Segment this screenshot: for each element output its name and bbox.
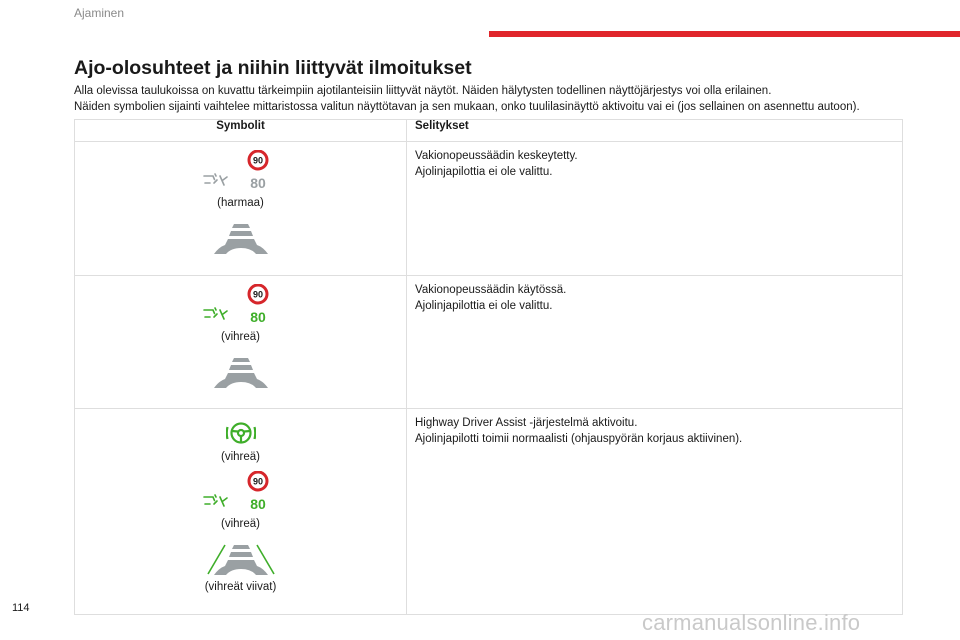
cruise-set-speed: 80 (249, 309, 266, 325)
watermark: carmanualsonline.info (642, 610, 861, 635)
symbol-cell (75, 409, 407, 615)
page-title: Ajo-olosuhteet ja niihin liittyvät ilmoitukset (74, 57, 472, 79)
column-header-symbols: Symbolit (75, 120, 407, 142)
intro-line: Alla olevissa taulukoissa on kuvattu tärkeimpiin ajotilanteisiin liittyvät näytöt. Näiden hälytysten todellinen näyttöjärjestys voi olla erilainen. (74, 85, 772, 97)
column-header-descriptions: Selitykset (407, 120, 903, 142)
road-segment (229, 231, 253, 236)
car-hood-shape (214, 239, 268, 254)
description-cell (407, 276, 903, 409)
symbol-cell (75, 276, 407, 409)
lane-road-icon (213, 357, 269, 389)
table-row (75, 409, 903, 615)
lane-road-icon (213, 223, 269, 255)
table-row (75, 142, 903, 276)
cruise-control-gauge-icon (204, 495, 227, 506)
cruise-control-gauge-icon (204, 308, 227, 319)
section-label: Ajaminen (74, 6, 125, 20)
road-segment (232, 224, 250, 228)
cruise-set-speed: 80 (249, 496, 266, 512)
icon-color-note: (vihreä) (221, 331, 260, 343)
icon-color-note: (vihreät viivat) (204, 581, 277, 593)
symbol-cell (75, 142, 407, 276)
description-line: Vakionopeussäädin keskeytetty. (415, 150, 578, 162)
speed-limit-cruise-icon (201, 150, 281, 192)
description-line: Highway Driver Assist -järjestelmä aktivoitu. (415, 417, 638, 429)
steering-wheel-icon (226, 421, 256, 445)
description-line: Ajolinjapilotti toimii normaalisti (ohjauspyörän korjaus aktiivinen). (415, 433, 743, 445)
road-segment (232, 358, 250, 362)
description-cell (407, 409, 903, 615)
car-hood-shape (214, 373, 268, 388)
intro-text (74, 83, 914, 115)
road-segment (229, 365, 253, 370)
speed-limit-value: 90 (252, 289, 263, 300)
description-cell (407, 142, 903, 276)
icon-color-note: (vihreä) (221, 451, 260, 463)
speed-limit-cruise-icon (201, 471, 281, 513)
description-line: Vakionopeussäädin käytössä. (415, 284, 567, 296)
road-segment (232, 545, 250, 549)
page-number: 114 (12, 602, 30, 614)
description-line: Ajolinjapilottia ei ole valittu. (415, 300, 553, 312)
table-header-row (75, 120, 903, 142)
symbols-table (74, 119, 903, 615)
car-hood-shape (214, 560, 268, 575)
speed-limit-value: 90 (252, 476, 263, 487)
cruise-set-speed: 80 (249, 175, 266, 191)
speed-limit-value: 90 (252, 155, 263, 166)
speed-limit-cruise-icon (201, 284, 281, 326)
table-row (75, 276, 903, 409)
wheel-shape (226, 424, 255, 443)
header-accent-bar (489, 31, 960, 37)
icon-color-note: (harmaa) (217, 197, 264, 209)
intro-line: Näiden symbolien sijainti vaihtelee mittaristossa valitun näyttötavan ja sen mukaan, onko tuulilasinäyttö aktivoitu vai ei (jos sellainen on asennettu autoon). (74, 101, 860, 113)
lane-road-icon (206, 544, 276, 576)
road-segment (229, 552, 253, 557)
description-line: Ajolinjapilottia ei ole valittu. (415, 166, 553, 178)
cruise-control-gauge-icon (204, 174, 227, 185)
icon-color-note: (vihreä) (221, 518, 260, 530)
